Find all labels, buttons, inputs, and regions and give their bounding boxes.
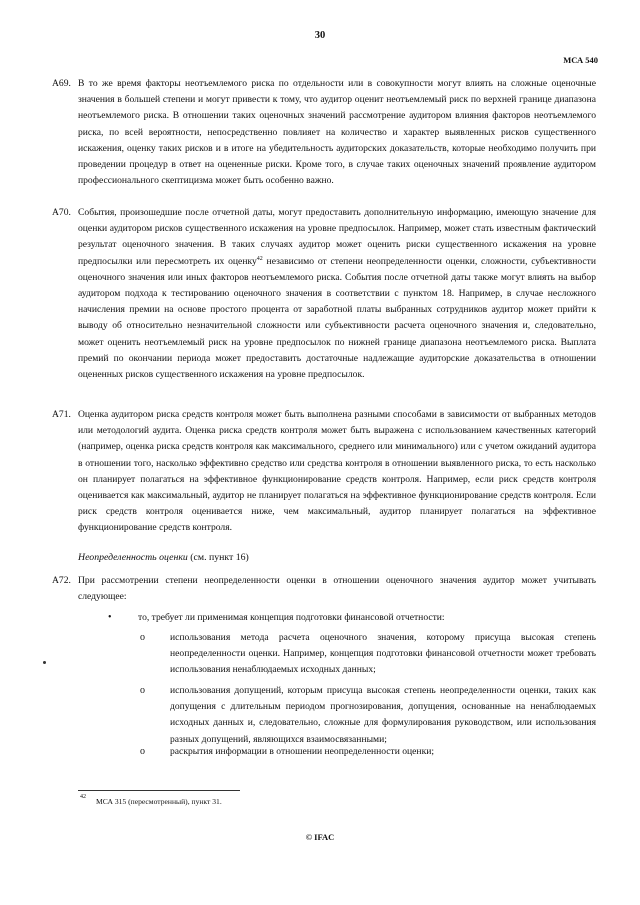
paragraph-number: A71. — [52, 409, 71, 420]
margin-mark — [43, 661, 46, 664]
paragraph-number: A72. — [52, 575, 71, 586]
footnote-text: МСА 315 (пересмотренный), пункт 31. — [96, 797, 222, 806]
bullet-icon: • — [108, 612, 112, 623]
section-subheading — [78, 552, 249, 563]
sub-list-text: использования допущений, которым присуща высокая степень неопределенности оценки, таких как допущения с длительным периодом прогнозирования, допущения, основанные на ненаблюдаемых исходных данных и, следовательно, сложные для формулирования руководством, или использования разных допущений, являющихся взаимосвязанными; — [170, 685, 596, 745]
paragraph-text: При рассмотрении степени неопределенности оценки в отношении оценочного значения аудитор может учитывать следующее: — [78, 575, 596, 603]
subheading-title: Неопределенность оценки — [78, 552, 188, 563]
paragraph-a71 — [52, 407, 596, 537]
paragraph-a70 — [52, 205, 596, 383]
subheading-reference: (см. пункт 16) — [187, 552, 249, 563]
footnote-divider — [78, 790, 240, 791]
paragraph-number: A70. — [52, 207, 71, 218]
page-number: 30 — [314, 30, 326, 41]
copyright-footer: © IFAC — [305, 832, 335, 842]
sub-list-item — [140, 630, 596, 679]
paragraph-a69 — [52, 76, 596, 189]
paragraph-a72 — [52, 573, 596, 605]
bullet-text: то, требует ли применимая концепция подготовки финансовой отчетности: — [138, 612, 445, 623]
paragraph-text — [78, 205, 596, 383]
sub-list-text: использования метода расчета оценочного значения, которому присуща высокая степень неопределенности оценки. Например, концепция подготовки финансовой отчетности может требовать использования ненаблюдаемых исходных данных; — [170, 632, 596, 676]
paragraph-text: Оценка аудитором риска средств контроля может быть выполнена разными способами в зависимости от выбранных методов или методологий аудита. Оценка риска средств контроля может быть выражена с использованием качественных категорий (например, оценка риска средств контроля как максимального, среднего или минимального) или с учетом ожиданий аудитора в отношении того, насколько эффективно средство или средства контроля в отношении выявленного риска, то есть насколько он планирует полагаться на эффективное функционирование средств контроля. Например, если риск средств контроля оценивается как максимальный, аудитор не планирует полагаться на эффективное функционирование средств контроля. Если риск средств контроля оценивается ниже, чем максимальный, аудитор планирует полагаться на эффективное функционирование средств контроля. — [78, 409, 596, 534]
document-code: МСА 540 — [563, 55, 598, 65]
sub-list-item — [140, 683, 596, 748]
sub-list-item — [140, 744, 596, 760]
paragraph-text: В то же время факторы неотъемлемого риска по отдельности или в совокупности могут влиять на сложные оценочные значения в большей степени и могут привести к тому, что аудитор оценит неотъемлемый риск по верхней границе диапазона неотъемлемого риска. В отношении таких оценочных значений рассмотрение аудитором влияния факторов неотъемлемого риска, по всей вероятности, непосредственно повлияет на количество и характер выявленных рисков существенного искажения, оценку таких рисков и в итоге на убедительность аудиторских доказательств, которые необходимо получить при проведении процедур в ответ на оцененные риски. Кроме того, в случае таких оценочных значений проявление аудитором профессионального скептицизма может быть особенно важно. — [78, 78, 596, 187]
circle-bullet-icon: о — [140, 746, 145, 757]
bullet-item — [108, 610, 596, 626]
footnote-reference: 42 — [256, 255, 263, 262]
paragraph-text-part: События, произошедшие после отчетной даты, могут предоставить дополнительную информацию, имеющую значение для оценки аудитором рисков существенного искажения на уровне предпосылок. Например, может стать известным фактический результат оценочного значения. В таких случаях аудитор может оценить риски существенного искажения на уровне предпосылки или пересмотреть их оценку — [78, 207, 596, 267]
circle-bullet-icon: о — [140, 685, 145, 696]
circle-bullet-icon: о — [140, 632, 145, 643]
sub-list-text: раскрытия информации в отношении неопределенности оценки; — [170, 746, 435, 757]
footnote-number: 42 — [80, 794, 86, 800]
paragraph-number: A69. — [52, 78, 71, 89]
paragraph-text-part: независимо от степени неопределенности оценки, сложности, субъективности оценочного значения или иных факторов неотъемлемого риска. События после отчетной даты также могут влиять на выбор аудитором подхода к тестированию оценочного значения в соответствии с пунктом 18. Например, в случае несложного начисления премии на основе простого процента от заработной платы выбранных сотрудников аудитор может прийти к выводу об относительно незначительной сложности или субъективности расчета оценочного значения и, следовательно, может оценить неотъемлемый риск на уровне предпосылок по нижней границе диапазона неотъемлемого риска. Выплата премий по окончании периода может предоставить достаточные надлежащие аудиторские доказательства в отношении оцененных рисков существенного искажения на уровне предпосылок. — [78, 255, 596, 381]
